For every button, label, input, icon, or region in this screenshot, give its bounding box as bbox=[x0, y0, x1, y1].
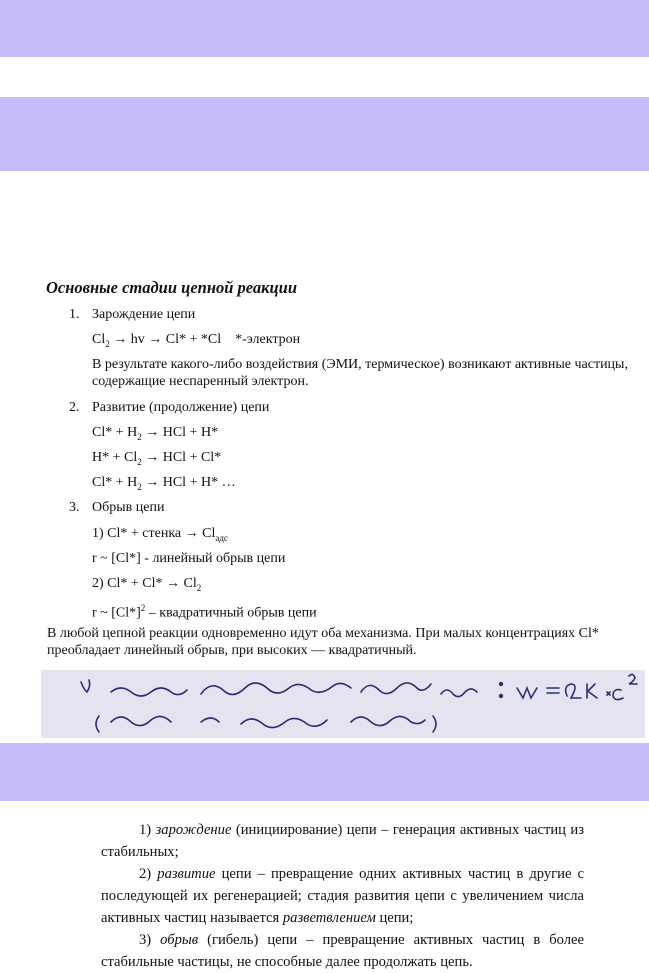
header-band-second bbox=[0, 97, 649, 171]
handwritten-note-image bbox=[41, 670, 645, 738]
header-band-bottom bbox=[0, 743, 649, 801]
stage-1-number: 1. bbox=[69, 307, 80, 322]
stage-2-title: Развитие (продолжение) цепи bbox=[92, 400, 270, 415]
stage-2-equation-1: $Cl* + H_2$ → HCl + H* bbox=[92, 425, 219, 442]
lecture-paragraph-2: 2) развитие цепи – превращение одних активных частиц в другие с последующей их регенерацией; стадия развития цепи с увеличением числа активных частиц называется разветвлением цепи; bbox=[101, 866, 584, 926]
stage-3-linear: r ~ [Cl*] - линейный обрыв цепи bbox=[92, 551, 286, 566]
stage-3-equation-2: 2) $Cl* + Cl* \to Cl_2$ bbox=[92, 576, 202, 593]
summary-text: В любой цепной реакции одновременно идут оба механизма. При малых концентрациях Cl* преобладает линейный обрыв, при высоких — квадратичный. bbox=[47, 626, 599, 658]
lecture-excerpt bbox=[101, 819, 584, 973]
stage-1-title: Зарождение цепи bbox=[92, 307, 196, 322]
lecture-paragraph-3: 3) обрыв (гибель) цепи – превращение активных частиц в более стабильные частицы, не способные далее продолжать цепь. bbox=[101, 932, 584, 970]
stage-2-equation-3: $Cl* + H_2$ → HCl + H* … bbox=[92, 475, 236, 492]
stage-1-description: В результате какого-либо воздействия (ЭМИ, термическое) возникают активные частицы, содержащие неспаренный электрон. bbox=[92, 357, 628, 389]
stage-3-equation-1: 1) Cl* + стенка → $Cl_{адс}$ bbox=[92, 526, 228, 543]
lecture-paragraph-1: 1) зарождение (инициирование) цепи – генерация активных частиц из стабильных; bbox=[101, 822, 584, 860]
stage-3-number: 3. bbox=[69, 500, 80, 515]
stage-3-quadratic: r ~ $[Cl*]^2$ – квадратичный обрыв цепи bbox=[92, 603, 317, 621]
stage-2-number: 2. bbox=[69, 400, 80, 415]
stage-3-title: Обрыв цепи bbox=[92, 500, 165, 515]
header-band-top bbox=[0, 0, 649, 57]
stage-1-equation: $Cl_2$ → hv → Cl* + *Cl *-электрон bbox=[92, 332, 301, 349]
stage-2-equation-2: $H* + Cl_2$ → HCl + Cl* bbox=[92, 450, 222, 467]
section-heading: Основные стадии цепной реакции bbox=[46, 278, 298, 297]
handwriting-scribble bbox=[41, 670, 645, 738]
